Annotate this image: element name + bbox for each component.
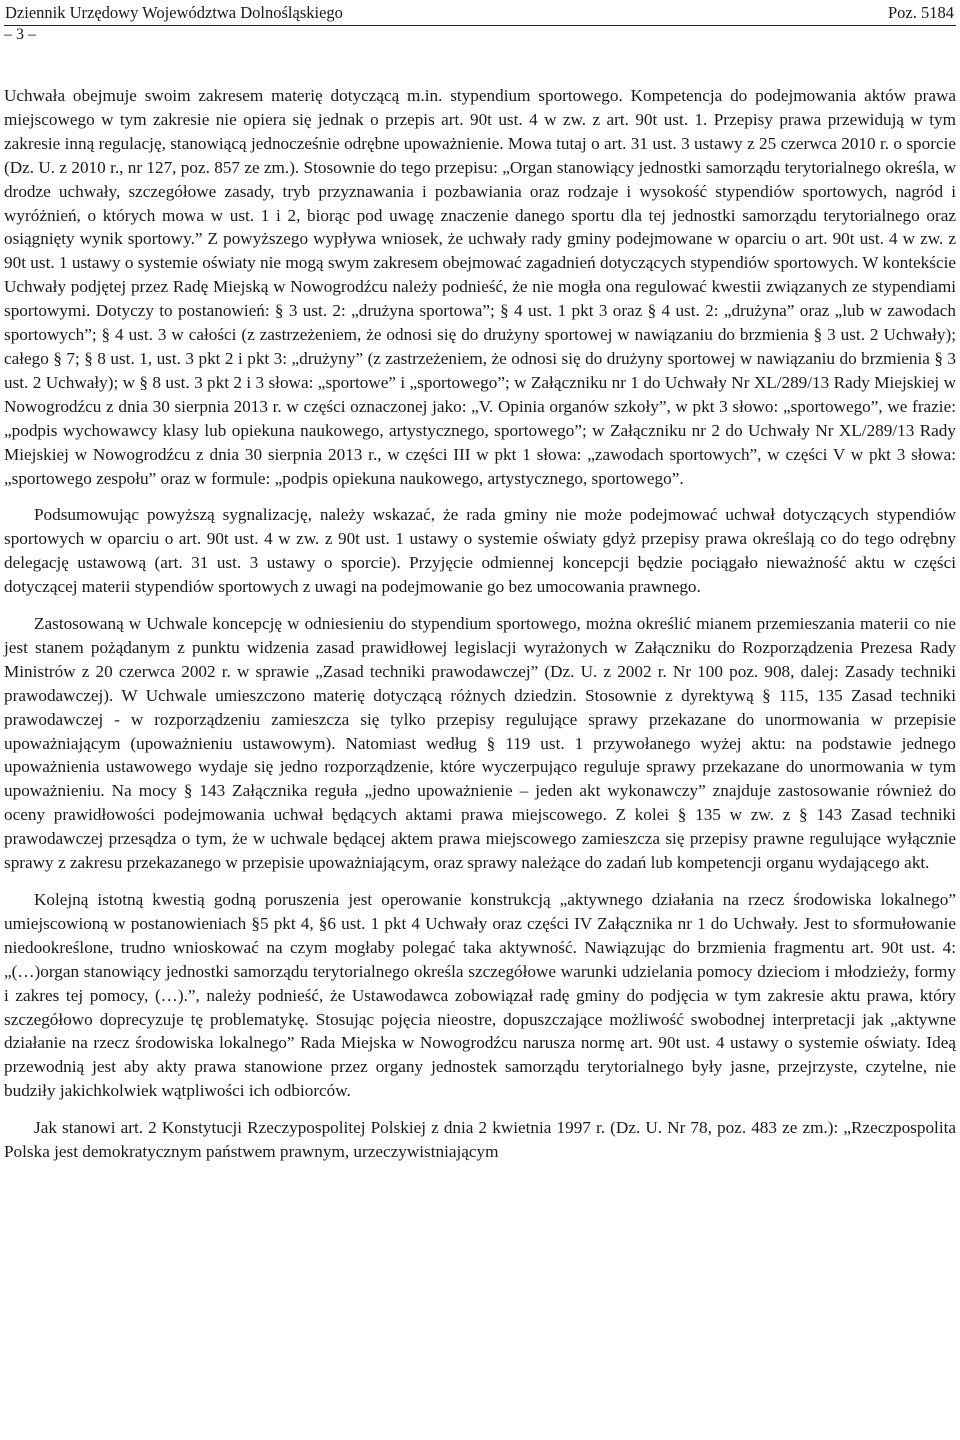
paragraph-4: Kolejną istotną kwestią godną poruszenia jest operowanie konstrukcją „aktywnego działania na rzecz środowiska lokalnego” umiejscowioną w postanowieniach §5 pkt 4, §6 ust. 1 pkt 4 Uchwały oraz części IV Załącznika nr 1 do Uchwały. Jest to sformułowanie niedookreślone, trudno wnioskować na czym mogłaby polegać taka aktywność. Nawiązując do brzmienia fragmentu art. 90t ust. 4: „(…)organ stanowiący jednostki samorządu terytorialnego określa szczegółowe warunki udzielania pomocy dzieciom i młodzieży, formy i zakres tej pomocy, (…).”, należy podnieść, że Ustawodawca zobowiązał radę gminy do podjęcia w tym zakresie aktu prawa, który szczegółowo doprecyzuje tę problematykę. Stosując pojęcia nieostre, dopuszczające możliwość swobodnej interpretacji jak „aktywne działanie na rzecz środowiska lokalnego” Rada Miejska w Nowogrodźcu narusza normę art. 90t ust. 4 ustawy o systemie oświaty. Ideą przewodnią jest aby akty prawa stanowione przez organy jednostek samorządu terytorialnego były jasne, przejrzyste, czytelne, nie budziły jakichkolwiek wątpliwości ich odbiorców.	[4, 890, 956, 1101]
paragraph-2: Podsumowując powyższą sygnalizację, należy wskazać, że rada gminy nie może podejmować uchwał dotyczących stypendiów sportowych w oparciu o art. 90t ust. 4 w zw. z 90t ust. 1 ustawy o systemie oświaty gdyż przepisy prawa określają co do tego odrębny delegację ustawową (art. 31 ust. 3 ustawy o sporcie). Przyjęcie odmiennej koncepcji będzie pociągało nieważność aktu w części dotyczącej materii stypendiów sportowych z uwagi na podejmowanie go bez umocowania prawnego.	[4, 505, 956, 597]
page-number: – 3 –	[4, 26, 36, 43]
document-body	[4, 84, 956, 1164]
position-number: Poz. 5184	[888, 2, 954, 22]
paragraph-3: Zastosowaną w Uchwale koncepcję w odniesieniu do stypendium sportowego, można określić mianem przemieszania materii co nie jest stanem pożądanym z punktu widzenia zasad prawidłowej legislacji wyrażonych w Załączniku do Rozporządzenia Prezesa Rady Ministrów z 20 czerwca 2002 r. w sprawie „Zasad techniki prawodawczej” (Dz. U. z 2002 r. Nr 100 poz. 908, dalej: Zasady techniki prawodawczej). W Uchwale umieszczono materię dotyczącą różnych dziedzin. Stosownie z dyrektywą § 115, 135 Zasad techniki prawodawczej - w rozporządzeniu zamieszcza się tylko przepisy regulujące sprawy przekazane do unormowania w przepisie upoważniającym (upoważnieniu ustawowym). Natomiast według § 119 ust. 1 przywołanego wyżej aktu: na podstawie jednego upoważnienia ustawowego wydaje się jedno rozporządzenie, które wyczerpująco reguluje sprawy przekazane do unormowania w tym upoważnieniu. Na mocy § 143 Załącznika reguła „jedno upoważnienie – jeden akt wykonawczy” znajduje zastosowanie również do oceny prawidłowości podejmowania uchwał będących aktami prawa miejscowego. Z kolei § 135 w zw. z § 143 Zasad techniki prawodawczej przesądza o tym, że w uchwale będącej aktem prawa miejscowego zamieszcza się przepisy prawne regulujące wyłącznie sprawy z zakresu przekazanego w przepisie upoważniającym, oraz sprawy należące do zadań lub kompetencji organu wydającego akt.	[4, 614, 956, 873]
page-header	[4, 0, 956, 26]
journal-title: Dziennik Urzędowy Województwa Dolnośląskiego	[5, 2, 343, 22]
paragraph-1: Uchwała obejmuje swoim zakresem materię dotyczącą m.in. stypendium sportowego. Kompetencja do podejmowania aktów prawa miejscowego w tym zakresie nie opiera się jednak o przepis art. 90t ust. 4 w zw. z art. 90t ust. 1. Przepisy prawa przewidują w tym zakresie inną regulację, stanowiącą jednocześnie odrębne upoważnienie. Mowa tutaj o art. 31 ust. 3 ustawy z 25 czerwca 2010 r. o sporcie (Dz. U. z 2010 r., nr 127, poz. 857 ze zm.). Stosownie do tego przepisu: „Organ stanowiący jednostki samorządu terytorialnego określa, w drodze uchwały, szczegółowe zasady, tryb przyznawania i pozbawiania oraz rodzaje i wysokość stypendiów sportowych, nagród i wyróżnień, o których mowa w ust. 1 i 2, biorąc pod uwagę znaczenie danego sportu dla tej jednostki samorządu terytorialnego oraz osiągnięty wynik sportowy.” Z powyższego wypływa wniosek, że uchwały rady gminy podejmowane w oparciu o art. 90t ust. 4 w zw. z 90t ust. 1 ustawy o systemie oświaty nie mogą swym zakresem obejmować zagadnień dotyczących stypendiów sportowych. W kontekście Uchwały podjętej przez Radę Miejską w Nowogrodźcu należy podnieść, że nie mogła ona regulować kwestii związanych ze stypendiami sportowymi. Dotyczy to postanowień: § 3 ust. 2: „drużyna sportowa”; § 4 ust. 1 pkt 3 oraz § 4 ust. 2: „drużyna” oraz „lub w zawodach sportowych”; § 4 ust. 3 w całości (z zastrzeżeniem, że odnosi się do drużyny sportowej w nawiązaniu do brzmienia § 3 ust. 2 Uchwały); całego § 7; § 8 ust. 1, ust. 3 pkt 2 i pkt 3: „drużyny” (z zastrzeżeniem, że odnosi się do drużyny sportowej w nawiązaniu do brzmienia § 3 ust. 2 Uchwały); w § 8 ust. 3 pkt 2 i 3 słowa: „sportowe” i „sportowego”; w Załączniku nr 1 do Uchwały Nr XL/289/13 Rady Miejskiej w Nowogrodźcu z dnia 30 sierpnia 2013 r. w części oznaczonej jako: „V. Opinia organów szkoły”, w pkt 3 słowo: „sportowego”, we frazie: „podpis wychowawcy klasy lub opiekuna naukowego, artystycznego, sportowego”; w Załączniku nr 2 do Uchwały Nr XL/289/13 Rady Miejskiej w Nowogrodźcu z dnia 30 sierpnia 2013 r., w części III w pkt 1 słowa: „zawodach sportowych”, w części V w pkt 3 słowa: „sportowego zespołu” oraz w formule: „podpis opiekuna naukowego, artystycznego, sportowego”.	[4, 86, 956, 488]
paragraph-5: Jak stanowi art. 2 Konstytucji Rzeczypospolitej Polskiej z dnia 2 kwietnia 1997 r. (Dz. U. Nr 78, poz. 483 ze zm.): „Rzeczpospolita Polska jest demokratycznym państwem prawnym, urzeczywistniającym	[4, 1118, 956, 1162]
